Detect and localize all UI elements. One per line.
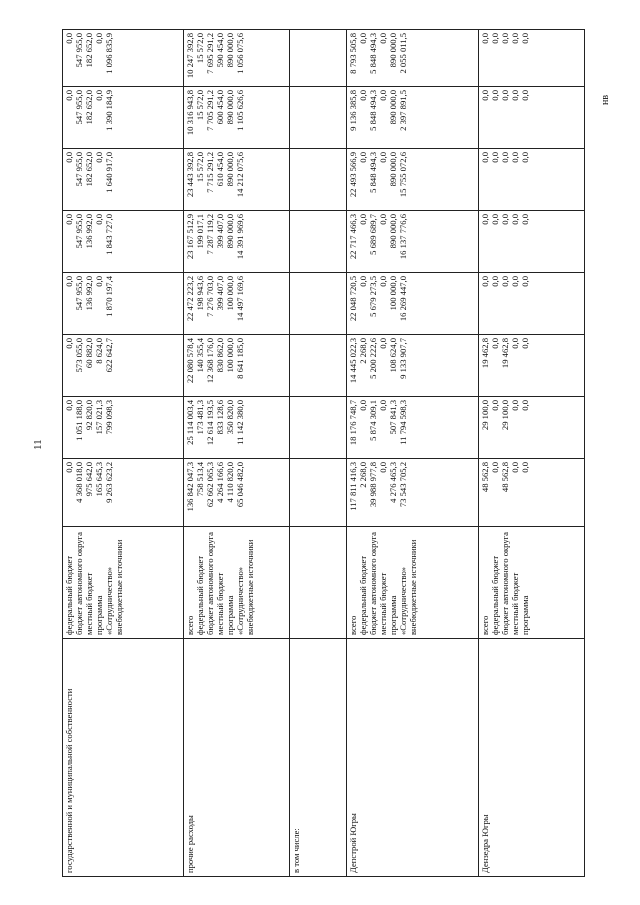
value-cell: 0,0 547 955,0 182 652,0 0,0 1 390 184,9: [63, 87, 184, 149]
value-cell: [290, 149, 347, 211]
value-cell: 0,0 547 955,0 182 652,0 0,0 1 096 835,9: [63, 30, 184, 87]
funding-source: федеральный бюджет: [490, 555, 500, 635]
value-cell: [290, 211, 347, 273]
funding-source: бюджет автономного округа: [500, 532, 510, 635]
value-cell: [290, 87, 347, 149]
value-cell: [290, 397, 347, 459]
value-cell: 25 114 003,4 173 481,3 12 614 193,5 833 128,6 350 820,0 11 142 380,0: [184, 397, 290, 459]
value-cell: 0,0 0,0 0,0 0,0 0,0: [479, 30, 585, 87]
value-cell: [290, 273, 347, 335]
funding-source: федеральный бюджет: [195, 555, 205, 635]
value-cell: 0,0 1 051 188,0 92 820,0 157 021,3 799 098,3: [63, 397, 184, 459]
funding-source: программа «Сотрудничество»: [388, 566, 408, 635]
funding-source: внебюджетные источники: [408, 539, 418, 635]
funding-source: местный бюджет: [378, 572, 388, 635]
funding-source: федеральный бюджет: [64, 555, 74, 635]
table-row: [184, 30, 290, 877]
funding-sources-cell: [347, 527, 479, 639]
value-cell: 136 842 047,3 758 513,4 62 662 065,3 4 264 166,6 4 110 820,0 65 046 482,0: [184, 459, 290, 527]
funding-source: бюджет автономного округа: [74, 532, 84, 635]
table-row: [347, 30, 479, 877]
funding-source: программа «Сотрудничество»: [225, 566, 245, 635]
table-row: [290, 30, 347, 877]
funding-source: внебюджетные источники: [114, 539, 124, 635]
funding-source: всего: [348, 615, 358, 635]
table-row: [479, 30, 585, 877]
corner-mark: нв: [600, 94, 611, 105]
value-cell: 0,0 0,0 0,0 0,0 0,0: [479, 273, 585, 335]
value-cell: 48 562,8 0,0 48 562,8 0,0 0,0: [479, 459, 585, 527]
table-row: [63, 30, 184, 877]
funding-source: местный бюджет: [510, 572, 520, 635]
value-cell: 0,0 547 955,0 136 992,0 0,0 1 870 197,4: [63, 273, 184, 335]
finance-table: [62, 29, 585, 877]
funding-source: программа «Сотрудничество»: [94, 566, 114, 635]
section-label: прочие расходы: [184, 639, 290, 877]
funding-source: бюджет автономного округа: [368, 532, 378, 635]
value-cell: 22 080 578,4 140 355,4 12 368 176,0 830 862,0 100 000,0 8 641 185,0: [184, 335, 290, 397]
value-cell: [290, 459, 347, 527]
funding-source: местный бюджет: [84, 572, 94, 635]
value-cell: 22 717 466,3 0,0 5 689 689,7 0,0 890 000,0 16 137 776,6: [347, 211, 479, 273]
section-label: Дензедра Югры: [479, 639, 585, 877]
funding-source: местный бюджет: [215, 572, 225, 635]
value-cell: [290, 30, 347, 87]
funding-source: внебюджетные источники: [245, 539, 255, 635]
section-label: Депстрой Югры: [347, 639, 479, 877]
value-cell: 117 811 416,3 2 268,0 39 988 977,8 0,0 4 276 465,3 73 543 705,2: [347, 459, 479, 527]
value-cell: 22 493 566,9 0,0 5 848 494,3 0,0 890 000,0 15 755 072,6: [347, 149, 479, 211]
funding-sources-cell: [479, 527, 585, 639]
finance-table-body: [63, 30, 585, 877]
value-cell: 23 443 392,8 15 572,0 7 715 291,2 610 454,0 890 000,0 14 212 075,6: [184, 149, 290, 211]
value-cell: 0,0 0,0 0,0 0,0 0,0: [479, 211, 585, 273]
funding-sources-cell: [184, 527, 290, 639]
value-cell: 10 247 392,8 15 572,0 7 695 291,2 590 454,0 890 000,0 1 056 075,6: [184, 30, 290, 87]
value-cell: 9 136 385,8 0,0 5 848 494,3 0,0 890 000,0 2 397 891,5: [347, 87, 479, 149]
value-cell: 29 100,0 0,0 29 100,0 0,0 0,0: [479, 397, 585, 459]
page-number: 11: [32, 439, 44, 450]
value-cell: 22 048 720,5 0,0 5 679 273,5 0,0 100 000,0 16 269 447,0: [347, 273, 479, 335]
funding-sources-cell: [63, 527, 184, 639]
value-cell: 0,0 0,0 0,0 0,0 0,0: [479, 149, 585, 211]
value-cell: 0,0 0,0 0,0 0,0 0,0: [479, 87, 585, 149]
funding-sources-cell: [290, 527, 347, 639]
value-cell: 22 472 223,2 198 943,6 7 276 703,0 399 407,0 100 000,0 14 497 169,6: [184, 273, 290, 335]
value-cell: 0,0 547 955,0 182 652,0 0,0 1 640 917,0: [63, 149, 184, 211]
section-label: в том числе:: [290, 639, 347, 877]
value-cell: 10 316 943,8 15 572,0 7 705 291,2 600 454,0 890 000,0 1 105 626,6: [184, 87, 290, 149]
funding-source: программа: [520, 595, 530, 635]
value-cell: [290, 335, 347, 397]
value-cell: 0,0 573 055,0 60 882,0 8 624,0 622 642,7: [63, 335, 184, 397]
value-cell: 19 462,8 0,0 19 462,8 0,0 0,0: [479, 335, 585, 397]
value-cell: 8 793 505,8 0,0 5 848 494,3 0,0 890 000,0 2 055 011,5: [347, 30, 479, 87]
funding-source: федеральный бюджет: [358, 555, 368, 635]
funding-source: бюджет автономного округа: [205, 532, 215, 635]
value-cell: 18 176 748,7 0,0 5 874 309,1 0,0 507 841,3 11 794 598,3: [347, 397, 479, 459]
value-cell: 23 167 512,9 199 017,1 7 287 119,2 399 407,0 890 000,0 14 391 969,6: [184, 211, 290, 273]
funding-source: всего: [480, 615, 490, 635]
funding-source: всего: [185, 615, 195, 635]
section-label: государственной и муниципальной собственности: [63, 639, 184, 877]
value-cell: 0,0 547 955,0 136 992,0 0,0 1 843 727,0: [63, 211, 184, 273]
value-cell: 0,0 4 368 018,0 975 642,0 165 645,3 9 263 623,2: [63, 459, 184, 527]
value-cell: 14 445 022,3 2 268,0 5 200 222,6 0,0 108 624,0 9 133 907,7: [347, 335, 479, 397]
